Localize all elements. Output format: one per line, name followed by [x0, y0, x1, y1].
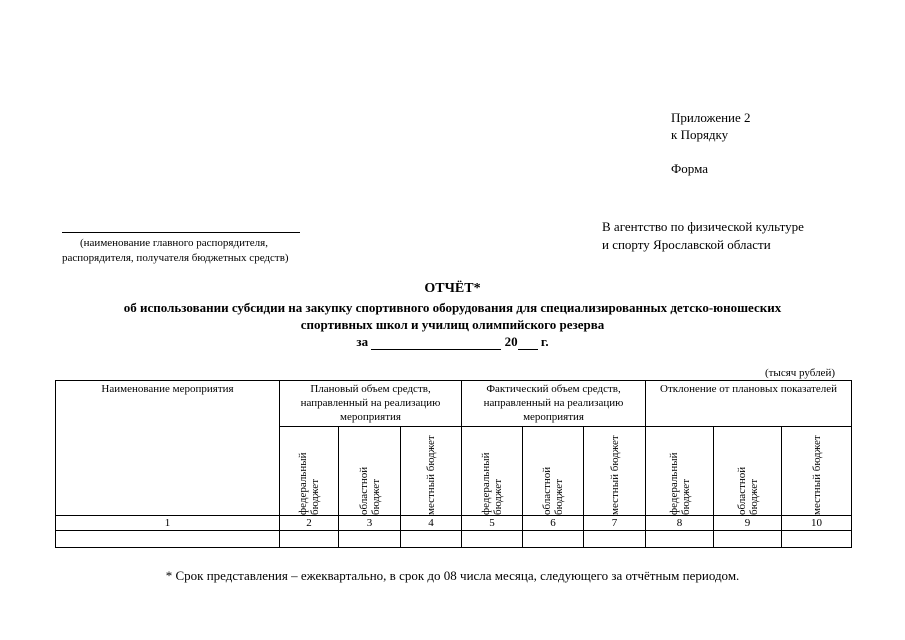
form-label: Форма	[671, 161, 708, 176]
empty-cell	[280, 531, 339, 548]
organization-caption	[62, 236, 352, 266]
empty-cell	[714, 531, 782, 548]
footnote: * Срок представления – ежеквартально, в срок до 08 числа месяца, следующего за отчётным периодом.	[165, 568, 740, 583]
year-blank	[518, 335, 538, 350]
empty-cell	[584, 531, 646, 548]
recipient-line-2: и спорту Ярославской области	[602, 237, 771, 252]
organization-caption-line-1: (наименование главного распорядителя,	[80, 237, 268, 249]
header-deviation: Отклонение от плановых показателей	[646, 381, 852, 427]
empty-cell	[646, 531, 714, 548]
empty-cell	[56, 531, 280, 548]
subheader-deviation-local: местный бюджет	[782, 427, 852, 516]
column-number: 2	[280, 516, 339, 531]
report-subtitle	[0, 299, 905, 333]
period-year: 20	[504, 334, 518, 349]
column-number: 6	[523, 516, 584, 531]
empty-cell	[523, 531, 584, 548]
header-actual: Фактический объем средств, направленный на реализацию мероприятия	[462, 381, 646, 427]
subheader-actual-federal: федеральный бюджет	[462, 427, 523, 516]
appendix-reference	[671, 109, 751, 143]
subheader-deviation-federal: федеральный бюджет	[646, 427, 714, 516]
units-label: (тысяч рублей)	[764, 367, 835, 379]
column-number: 8	[646, 516, 714, 531]
column-number: 5	[462, 516, 523, 531]
subheader-actual-local: местный бюджет	[584, 427, 646, 516]
subheader-actual-regional: областной бюджет	[523, 427, 584, 516]
organization-blank-line	[62, 232, 300, 233]
empty-cell	[462, 531, 523, 548]
organization-caption-line-2: распорядителя, получателя бюджетных средств)	[62, 252, 289, 264]
period-blank	[371, 335, 501, 350]
column-number: 7	[584, 516, 646, 531]
empty-cell	[401, 531, 462, 548]
subheader-deviation-regional: областной бюджет	[714, 427, 782, 516]
report-subtitle-line-1: об использовании субсидии на закупку спортивного оборудования для специализированных детско-юношеских	[123, 300, 782, 315]
header-activity-name: Наименование мероприятия	[56, 381, 280, 516]
subheader-planned-federal: федеральный бюджет	[280, 427, 339, 516]
period-prefix: за	[356, 334, 369, 349]
column-number: 9	[714, 516, 782, 531]
appendix-line-1: Приложение 2	[671, 110, 751, 125]
report-period	[0, 334, 905, 350]
column-number: 4	[401, 516, 462, 531]
report-subtitle-line-2: спортивных школ и училищ олимпийского резерва	[300, 317, 605, 332]
column-number: 3	[339, 516, 401, 531]
header-planned: Плановый объем средств, направленный на реализацию мероприятия	[280, 381, 462, 427]
report-table	[55, 380, 852, 548]
recipient-agency	[602, 218, 804, 254]
subheader-planned-regional: областной бюджет	[339, 427, 401, 516]
report-heading: ОТЧЁТ*	[424, 281, 481, 296]
column-number: 10	[782, 516, 852, 531]
appendix-line-2: к Порядку	[671, 127, 729, 142]
empty-cell	[339, 531, 401, 548]
recipient-line-1: В агентство по физической культуре	[602, 219, 804, 234]
subheader-planned-local: местный бюджет	[401, 427, 462, 516]
empty-cell	[782, 531, 852, 548]
column-number: 1	[56, 516, 280, 531]
period-suffix: г.	[540, 334, 549, 349]
